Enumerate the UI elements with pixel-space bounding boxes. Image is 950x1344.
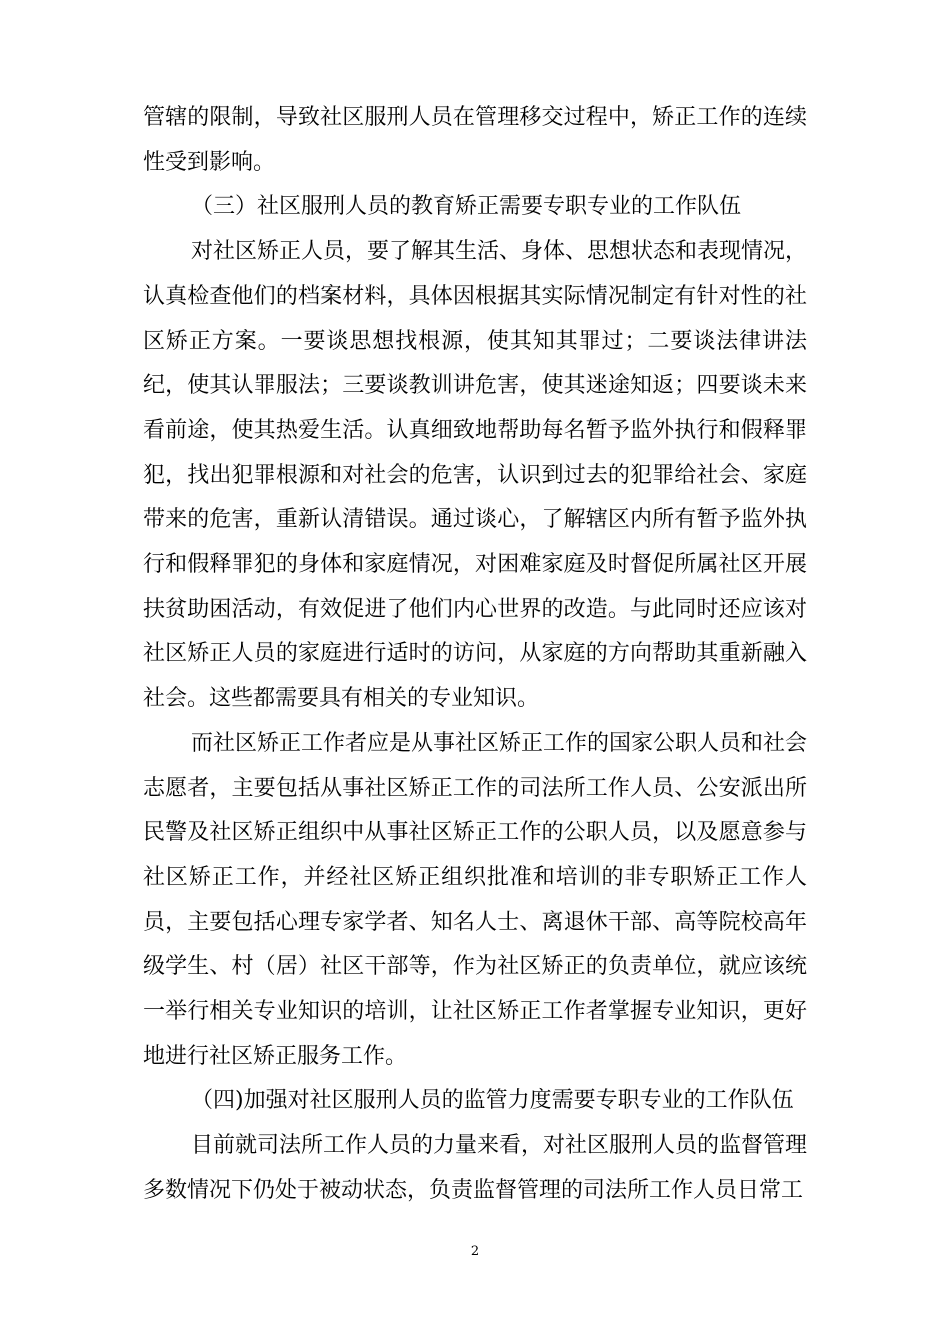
paragraph-interview-correction: 对社区矫正人员，要了解其生活、身体、思想状态和表现情况，认真检查他们的档案材料，具体因根据其实际情况制定有针对性的社区矫正方案。一要谈思想找根源，使其知其罪过；二要谈法律讲法纪，使其认罪服法；三要谈教训讲危害，使其迷途知返；四要谈未来看前途，使其热爱生活。认真细致地帮助每名暂予监外执行和假释罪犯，找出犯罪根源和对社会的危害，认识到过去的犯罪给社会、家庭带来的危害，重新认清错误。通过谈心，了解辖区内所有暂予监外执行和假释罪犯的身体和家庭情况，对困难家庭及时督促所属社区开展扶贫助困活动，有效促进了他们内心世界的改造。与此同时还应该对社区矫正人员的家庭进行适时的访问，从家庭的方向帮助其重新融入社会。这些都需要具有相关的专业知识。 (143, 239, 808, 712)
section-heading-3: （三）社区服刑人员的教育矫正需要专职专业的工作队伍 (191, 194, 742, 220)
page-number: 2 (470, 1244, 480, 1259)
paragraph-continuation: 管辖的限制，导致社区服刑人员在管理移交过程中，矫正工作的连续性受到影响。 (143, 105, 807, 175)
paragraph-supervision: 目前就司法所工作人员的力量来看，对社区服刑人员的监督管理多数情况下仍处于被动状态，负责监督管理的司法所工作人员日常工 (143, 1133, 808, 1203)
section-heading-4: （四)加强对社区服刑人员的监管力度需要专职专业的工作队伍 (191, 1088, 794, 1114)
body-text (143, 96, 807, 1214)
paragraph-correction-workers: 而社区矫正工作者应是从事社区矫正工作的国家公职人员和社会志愿者，主要包括从事社区矫正工作的司法所工作人员、公安派出所民警及社区矫正组织中从事社区矫正工作的公职人员，以及愿意参与社区矫正工作，并经社区矫正组织批准和培训的非专职矫正工作人员，主要包括心理专家学者、知名人士、离退休干部、高等院校高年级学生、村（居）社区干部等，作为社区矫正的负责单位，就应该统一举行相关专业知识的培训，让社区矫正工作者掌握专业知识，更好地进行社区矫正服务工作。 (143, 730, 808, 1069)
